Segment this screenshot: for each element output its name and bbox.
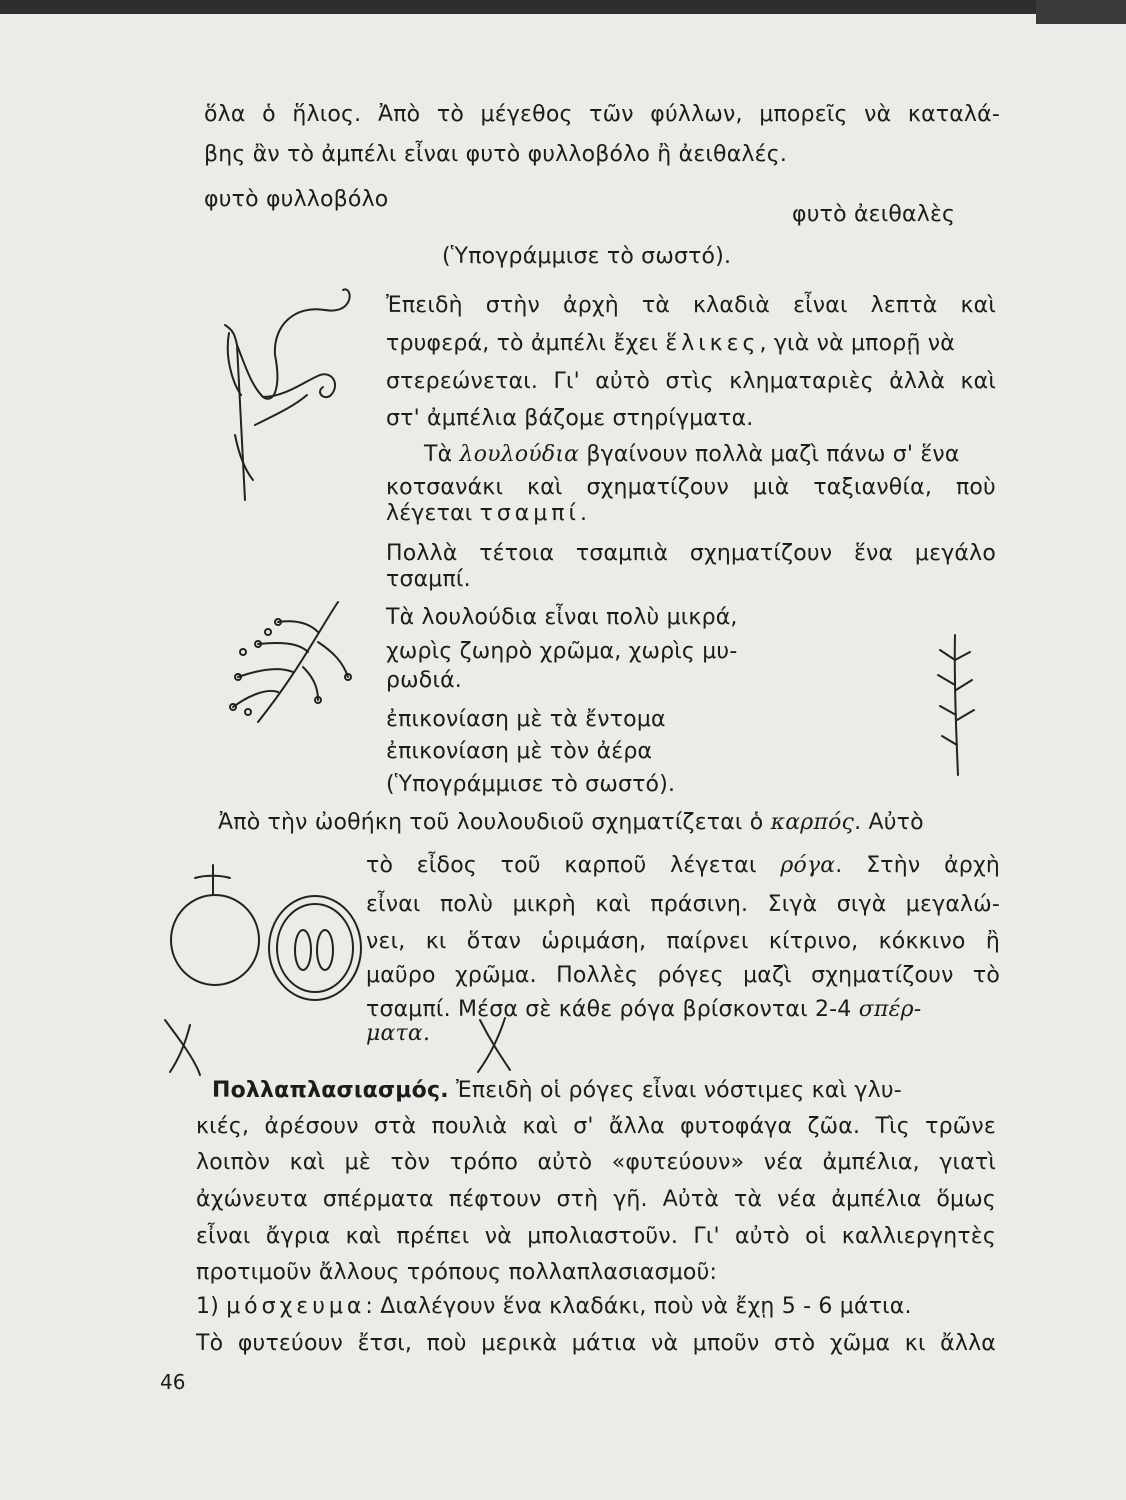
text-line: νει, κι ὅταν ὡριμάση, παίρνει κίτρινο, κόκκινο ἢ	[366, 929, 1000, 954]
text-line	[386, 330, 955, 358]
text-span: τὸ εἶδος τοῦ καρποῦ λέγεται	[366, 853, 781, 878]
term-tendrils: ἕλικες	[665, 331, 760, 356]
text-span: . Αὐτὸ	[854, 810, 924, 835]
text-span: βγαίνουν πολλὰ μαζὶ πάνω σ' ἕνα	[579, 442, 960, 467]
grapevine-tendril-icon	[215, 285, 375, 515]
term-seeds: σπέρ-	[858, 997, 922, 1022]
text-line: Ἐπειδὴ στὴν ἀρχὴ τὰ κλαδιὰ εἶναι λεπτὰ καὶ	[386, 293, 996, 318]
text-line: χωρὶς ζωηρὸ χρῶμα, χωρὶς μυ-	[386, 639, 738, 664]
text-line: μαῦρο χρῶμα. Πολλὲς ρόγες μαζὶ σχηματίζουν τὸ	[366, 963, 1000, 988]
text-line: στ' ἀμπέλια βάζομε στηρίγματα.	[386, 406, 754, 431]
text-line: Τὰ λουλούδια εἶναι πολὺ μικρά,	[386, 605, 738, 630]
text-line: ματα.	[366, 1021, 431, 1046]
text-line: στερεώνεται. Γι' αὐτὸ στὶς κληματαριὲς ἀλλὰ καὶ	[386, 369, 996, 394]
text-span: : Διαλέγουν ἕνα κλαδάκι, ποὺ νὰ ἔχῃ 5 - 6 μάτια.	[365, 1294, 912, 1319]
grape-flower-cluster-icon	[218, 592, 368, 742]
instruction-underline: (Ὑπογράμμισε τὸ σωστό).	[386, 772, 676, 797]
text-line: προτιμοῦν ἄλλους τρόπους πολλαπλασιασμοῦ:	[196, 1260, 718, 1285]
text-line	[386, 500, 587, 528]
grape-berry-section-icon	[265, 890, 365, 1005]
text-span: . Στὴν ἀρχὴ	[835, 853, 1000, 878]
text-span: λέγεται	[386, 501, 480, 526]
option-wind-pollination: ἐπικονίαση μὲ τὸν ἀέρα	[386, 739, 653, 764]
grape-stem-icon	[930, 630, 980, 780]
option-deciduous: φυτὸ φυλλοβόλο	[204, 187, 389, 212]
text-span: Ἐπειδὴ οἱ ρόγες εἶναι νόστιμες καὶ γλυ-	[448, 1078, 902, 1103]
text-line	[366, 852, 1000, 880]
section-heading: Πολλαπλασιασμός.	[212, 1078, 449, 1103]
page-number: 46	[160, 1370, 186, 1394]
text-line: Πολλὰ τέτοια τσαμπιὰ σχηματίζουν ἕνα μεγάλο	[386, 541, 996, 566]
term-fruit: καρπός	[770, 810, 855, 835]
text-span: , γιὰ νὰ μπορῇ νὰ	[759, 331, 955, 356]
instruction-underline: (Ὑπογράμμισε τὸ σωστό).	[442, 244, 732, 269]
term-flowers: λουλούδια	[459, 442, 580, 467]
text-line: κοτσανάκι καὶ σχηματίζουν μιὰ ταξιανθία, ποὺ	[386, 475, 996, 500]
text-line: ἀχώνευτα σπέρματα πέφτουν στὴ γῆ. Αὐτὰ τὰ νέα ἀμπέλια ὅμως	[196, 1187, 996, 1212]
pencil-mark-icon	[160, 1010, 530, 1080]
grape-berry-icon	[165, 860, 265, 990]
text-span: τρυφερά, τὸ ἀμπέλι ἔχει	[386, 331, 666, 356]
text-line	[424, 441, 960, 469]
text-span: 1)	[196, 1294, 227, 1319]
text-span: τσαμπί. Μέσα σὲ κάθε ρόγα βρίσκονται 2-4	[366, 997, 859, 1022]
scan-corner-edge	[1036, 0, 1126, 24]
term-cutting: μόσχευμα	[226, 1294, 366, 1319]
text-line	[196, 1293, 912, 1321]
text-line: τσαμπί.	[386, 567, 471, 592]
text-line: βης ἂν τὸ ἀμπέλι εἶναι φυτὸ φυλλοβόλο ἢ ἀειθαλές.	[204, 142, 788, 167]
text-line: λοιπὸν καὶ μὲ τὸν τρόπο αὐτὸ «φυτεύουν» νέα ἀμπέλια, γιατὶ	[196, 1150, 996, 1175]
text-line: εἶναι πολὺ μικρὴ καὶ πράσινη. Σιγὰ σιγὰ μεγαλώ-	[366, 892, 1000, 917]
text-span: Τὰ	[424, 442, 460, 467]
text-line: κιές, ἀρέσουν στὰ πουλιὰ καὶ σ' ἄλλα φυτοφάγα ζῶα. Τὶς τρῶνε	[196, 1114, 996, 1139]
text-span: .	[580, 501, 588, 526]
text-line: ρωδιά.	[386, 668, 462, 693]
term-berry: ρόγα	[780, 853, 836, 878]
text-line: ὅλα ὁ ἥλιος. Ἀπὸ τὸ μέγεθος τῶν φύλλων, μπορεῖς νὰ καταλά-	[204, 102, 1000, 127]
option-evergreen: φυτὸ ἀειθαλὲς	[792, 202, 956, 227]
text-line	[218, 809, 924, 837]
text-line	[212, 1077, 902, 1105]
scan-top-edge	[0, 0, 1126, 14]
option-insect-pollination: ἐπικονίαση μὲ τὰ ἔντομα	[386, 707, 666, 732]
term-cluster: τσαμπί	[479, 501, 580, 526]
text-span: Ἀπὸ τὴν ὠοθήκη τοῦ λουλουδιοῦ σχηματίζεται ὁ	[218, 810, 771, 835]
text-line: εἶναι ἄγρια καὶ πρέπει νὰ μπολιαστοῦν. Γι' αὐτὸ οἱ καλλιεργητὲς	[196, 1224, 996, 1249]
text-line: Τὸ φυτεύουν ἔτσι, ποὺ μερικὰ μάτια νὰ μποῦν στὸ χῶμα κι ἄλλα	[196, 1331, 996, 1356]
